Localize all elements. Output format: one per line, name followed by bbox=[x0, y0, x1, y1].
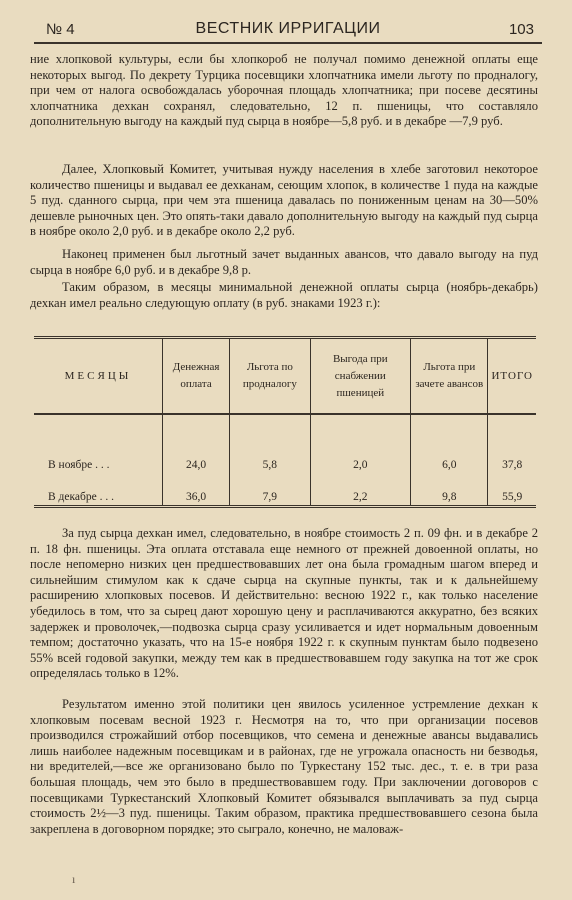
issue-number: № 4 bbox=[46, 21, 75, 38]
table-cell: 55,9 bbox=[488, 473, 536, 507]
table-header-row bbox=[34, 338, 536, 415]
col-header-advance-relief: Льгота при зачете авансов bbox=[411, 338, 488, 415]
table-cell: 5,8 bbox=[230, 414, 310, 473]
paragraph-6: Результатом именно этой политики цен явилось усиленное устремление дехкан к хлопковым посевам весной 1923 г. Несмотря на то, что при организации посевов производился строжайший отбор посевщиков, что семена и денежные авансы выдавались лишь наиболее надежным посевщикам и в районах, где не угрожала опасность ни безводья, ни вредителей,—все же организовано было по Туркестану 152 тыс. дес., т. е. в три раза большая площадь, чем это было в предшествовавшем году. При заключении договоров с посевщиками Туркестанский Хлопковый Комитет обязывался выплачивать за пуд сырца стоимость 2½—3 пуд. пшеницы. Таким образом, практика предшествовавшего сезона была закреплена в договорном порядке; это сыграло, конечно, не маловаж- bbox=[30, 697, 538, 836]
paragraph-3: Наконец применен был льготный зачет выданных авансов, что давало выгоду на пуд сырца в ноябре 6,0 руб. и в декабре 9,8 р. bbox=[30, 247, 538, 277]
page-number: 103 bbox=[508, 21, 534, 38]
col-header-tax-relief: Льгота по продналогу bbox=[230, 338, 310, 415]
payment-table bbox=[34, 336, 536, 508]
table-row bbox=[34, 473, 536, 507]
table-cell: 2,2 bbox=[310, 473, 411, 507]
table-row bbox=[34, 414, 536, 473]
row-label: В ноябре . . . bbox=[48, 459, 110, 471]
paragraph-2: Далее, Хлопковый Комитет, учитывая нужду населения в хлебе заготовил некоторое количество пшеницы и выдавал ее дехканам, сеющим хлопок, в количестве 1 пуда на каждые 5 пуд. сданного сырца, при чем эта пшеница давалась по пониженным ценам на 30—50% дешевле рыночных цен. Это опять-таки давало дополнительную выгоду на каждый пуд сырца в ноябре около 2,0 руб. и в декабре около 2,2 руб. bbox=[30, 162, 538, 239]
table-cell: 6,0 bbox=[411, 414, 488, 473]
table-cell: 2,0 bbox=[310, 414, 411, 473]
table-cell: 37,8 bbox=[488, 414, 536, 473]
paragraph-4: Таким образом, в месяцы минимальной денежной оплаты сырца (ноябрь-декабрь) дехкан имел реально следующую оплату (в руб. знаками 1923 г.): bbox=[30, 280, 538, 310]
row-label: В декабре . . . bbox=[48, 491, 114, 503]
paragraph-5: За пуд сырца дехкан имел, следовательно, в ноябре стоимость 2 п. 09 фн. и в декабре 2 п. 18 фн. пшеницы. Эта оплата отставала еще немного от прежней довоенной оплаты, но после непомерно низких цен предшествовавших лет она была громадным шагом вперед и сильнейшим стимулом как к сдаче сырца на скупные пункты, так и к дальнейшему расширению хлопковых посевов. И действительно: весною 1922 г., как только население убедилось в том, что за сырец дают хорошую цену и расплачиваются аккуратно, без всяких задержек и проволочек,—подвозка сырца сразу усиливается и идет нормальным довоенным темпом; достаточно указать, что на 15-е ноября 1922 г. к скупным пунктам было подвезено 55% всей годовой закупки, между тем как в предшествовавшем году закупка на тот же срок определялась только в 12%. bbox=[30, 526, 538, 681]
table-cell: 24,0 bbox=[163, 414, 230, 473]
col-header-total: ИТОГО bbox=[488, 338, 536, 415]
paragraph-1: ние хлопковой культуры, если бы хлопкороб не получал помимо денежной оплаты еще некоторых выгод. По декрету Турцика посевщики хлопчатника имели льготу по продналогу, при чем от налога освобождалась уборочная площадь хлопчатника; при посеве десятины хлопчатника дехкан сохранял, следовательно, 12 п. пшеницы, что составляло дополнительную выгоду на каждый пуд сырца в ноябре—5,8 руб. и в декабре —7,9 руб. bbox=[30, 52, 538, 129]
page-header bbox=[34, 18, 542, 44]
table-cell: 7,9 bbox=[230, 473, 310, 507]
col-header-wheat-benefit: Выгода при снабжении пшеницей bbox=[310, 338, 411, 415]
table-cell: 9,8 bbox=[411, 473, 488, 507]
journal-title: ВЕСТНИК ИРРИГАЦИИ bbox=[195, 20, 381, 37]
margin-mark: ı bbox=[72, 872, 76, 886]
table-cell: 36,0 bbox=[163, 473, 230, 507]
col-header-cash-payment: Денежная оплата bbox=[163, 338, 230, 415]
col-header-months: МЕСЯЦЫ bbox=[34, 338, 163, 415]
